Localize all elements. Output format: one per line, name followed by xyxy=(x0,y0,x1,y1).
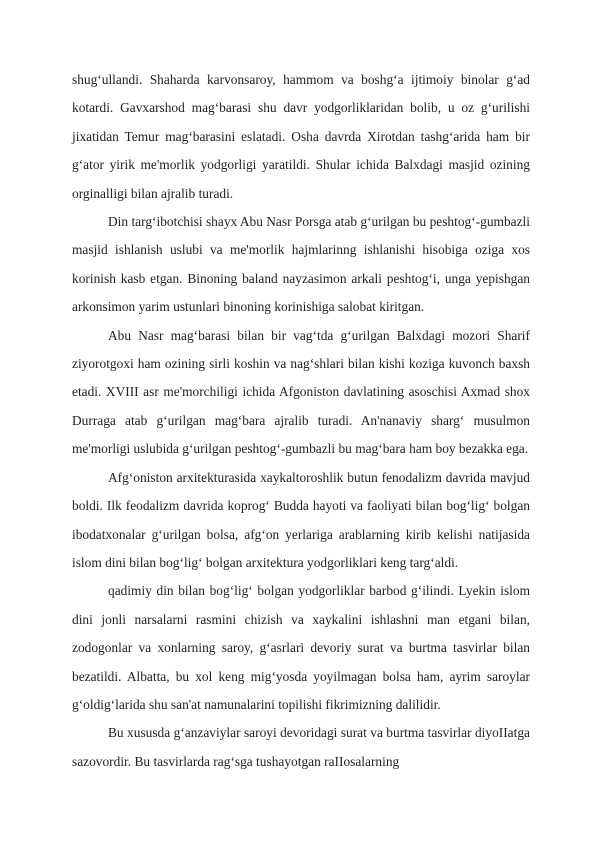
paragraph-6: Bu xususda g‘anzaviylar saroyi devoridagi surat va burtma tasvirlar diyoIIatga sazovordir. Bu tasvirlarda rag‘sga tushayotgan raIIosalarning xyxy=(72,725,530,769)
paragraph-4: Afg‘oniston arxitekturasida xaykaltoroshlik butun fenodalizm davrida mavjud boldi. Ilk feodalizm davrida koprog‘ Budda hayoti va faoliyati bilan bog‘lig‘ bolgan ibodatxonalar g‘urilgan bolsa, afg‘on yerlariga arablarning kirib kelishi natijasida islom dini bilan bog‘lig‘ bolgan arxitektura yodgorliklari keng targ‘aldi. xyxy=(72,469,530,570)
paragraph-3: Abu Nasr mag‘barasi bilan bir vag‘tda g‘urilgan Balxdagi mozori Sharif ziyorotgoxi ham ozining sirli koshin va nag‘shlari bilan kishi koziga kuvonch baxsh etadi. XVIII asr me'morchiligi ichida Afgoniston davlatining asoschisi Axmad shox Durraga atab g‘urilgan mag‘bara ajralib turadi. An'nanaviy sharg‘ musulmon me'morligi uslubida g‘urilgan peshtog‘-gumbazli bu mag‘bara ham boy bezakka ega. xyxy=(72,327,530,457)
body-text xyxy=(72,66,530,776)
paragraph-5: qadimiy din bilan bog‘lig‘ bolgan yodgorliklar barbod g‘ilindi. Lyekin islom dini jonli narsalarni rasmini chizish va xaykalini ishlashni man etgani bilan, zodogonlar va xonlarning saroy, g‘asrlari devoriy surat va burtma tasvirlar bilan bezatildi. Albatta, bu xol keng mig‘yosda yoyilmagan bolsa ham, ayrim saroylar g‘oldig‘larida shu san'at namunalarini topilishi fikrimizning dalilidir. xyxy=(72,583,530,712)
paragraph-1: shug‘ullandi. Shaharda karvonsaroy, hammom va boshg‘a ijtimoiy binolar g‘ad kotardi. Gavxarshod mag‘barasi shu davr yodgorliklaridan bolib, u oz g‘urilishi jixatidan Temur mag‘barasini eslatadi. Osha davrda Xirotdan tashg‘arida ham bir g‘ator yirik me'morlik yodgorligi yaratildi. Shular ichida Balxdagi masjid ozining orginalligi bilan ajralib turadi. xyxy=(72,72,530,201)
paragraph-2: Din targ‘ibotchisi shayx Abu Nasr Porsga atab g‘urilgan bu peshtog‘-gumbazli masjid ishlanish uslubi va me'morlik hajmlarinng ishlanishi hisobiga oziga xos korinish kasb etgan. Binoning baland nayzasimon arkali peshtog‘i, unga yepishgan arkonsimon yarim ustunlari binoning korinishiga salobat kiritgan. xyxy=(72,214,530,315)
